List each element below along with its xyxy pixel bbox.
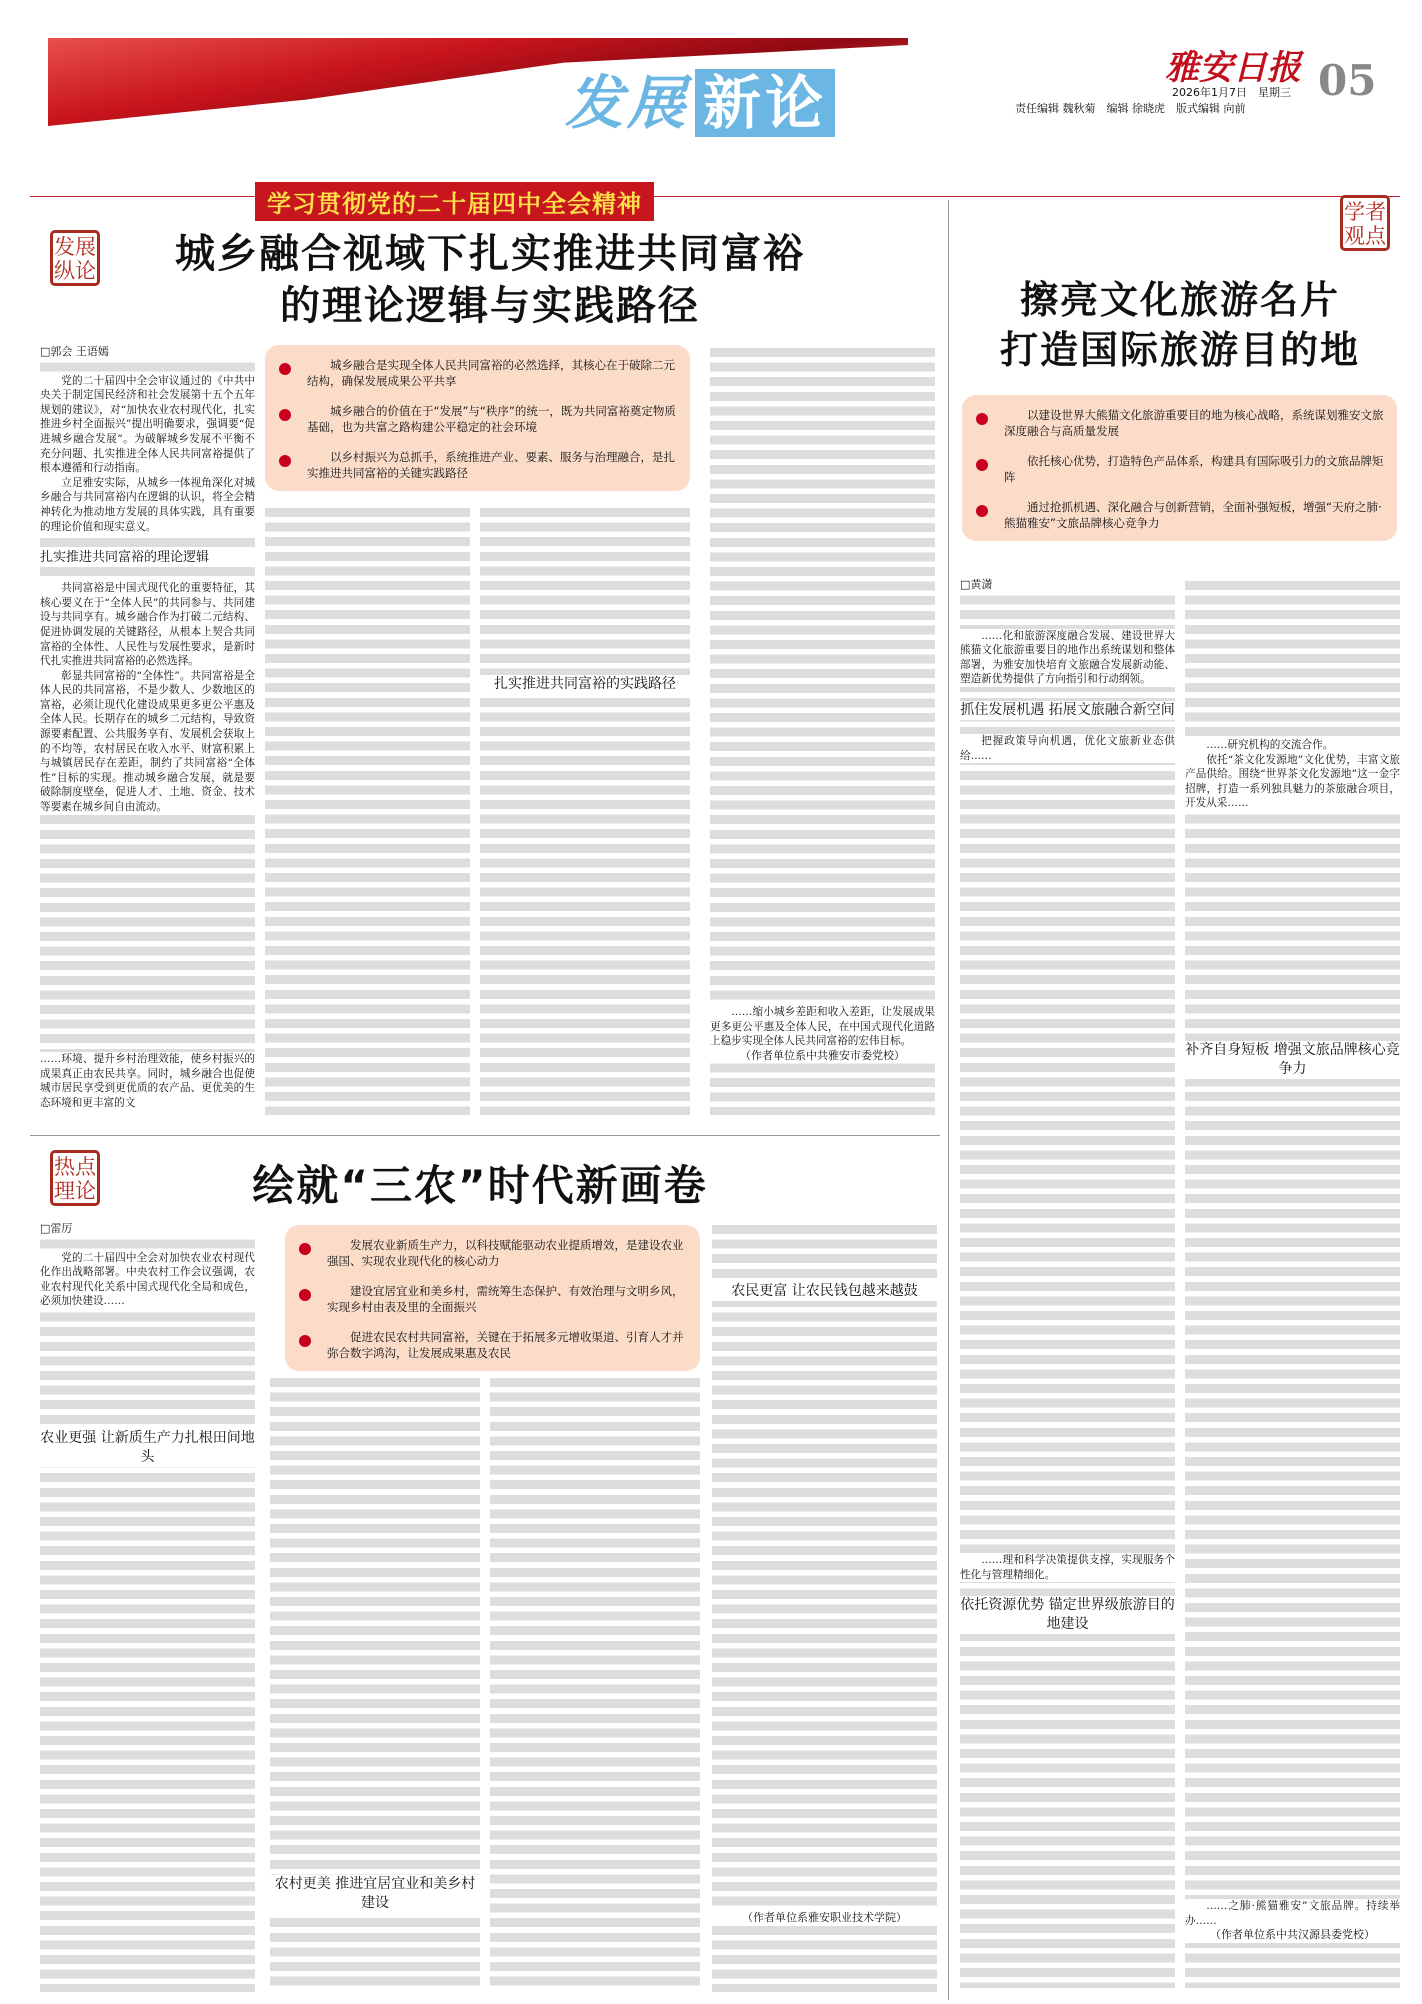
- article2-col2: ……研究机构的交流合作。 依托“茶文化发源地”文化优势，丰富文旅产品供给。围绕“世界茶文化发源地”这一金字招牌，打造一系列独具魅力的茶旅融合项目，开发从采…… 补齐自身短板 增强文旅品牌核心竞争力 ……之肺·熊猫雅安”文旅品牌。持续举办…… （作者单位系中共汉源县委党校）: [1185, 578, 1400, 1988]
- dateline: 2026年1月7日 星期三: [1172, 86, 1291, 99]
- editors: 责任编辑 魏秋菊 编辑 徐晓虎 版式编辑 向前: [1015, 102, 1246, 115]
- bullet-icon: [299, 1289, 311, 1301]
- bullet-icon: [976, 413, 988, 425]
- article3-col4: [712, 1222, 937, 1992]
- byline: □郭会 王语嫣: [40, 345, 255, 360]
- subheading: 扎实推进共同富裕的理论逻辑: [40, 548, 255, 567]
- newspaper-logo: 雅安日报: [1165, 48, 1301, 88]
- subheading: 农业更强 让新质生产力扎根田间地头: [40, 1429, 255, 1465]
- page-number: 05: [1318, 56, 1377, 105]
- subheading: 扎实推进共同富裕的实践路径: [480, 675, 690, 694]
- article3-col3: [490, 1375, 700, 1990]
- kicker: 学习贯彻党的二十届四中全会精神: [255, 182, 654, 221]
- article1-col3: [480, 505, 690, 1115]
- subheading: 农村更美 推进宜居宜业和美乡村建设: [270, 1875, 480, 1913]
- subheading: 农民更富 让农民钱包越来越鼓: [712, 1282, 937, 1301]
- byline: □雷厉: [40, 1222, 255, 1237]
- bullet-icon: [976, 505, 988, 517]
- article3-callout: 发展农业新质生产力，以科技赋能驱动农业提质增效，是建设农业强国、实现农业现代化的核心动力 建设宜居宜业和美乡村，需统筹生态保护、有效治理与文明乡风，实现乡村由表及里的全面振兴 促进农民农村共同富裕，关键在于拓展多元增收渠道、引育人才并弥合数字鸿沟，让发展成果惠及农民: [285, 1225, 700, 1371]
- divider: [30, 1135, 940, 1136]
- subheading: 依托资源优势 锚定世界级旅游目的地建设: [960, 1597, 1175, 1633]
- byline: □黄潇: [960, 578, 1175, 593]
- divider: [30, 196, 1400, 197]
- author-note: （作者单位系中共雅安市委党校）: [710, 1049, 935, 1064]
- article1-title: 城乡融合视域下扎实推进共同富裕 的理论逻辑与实践路径: [175, 231, 805, 329]
- divider: [948, 200, 949, 2000]
- bullet-icon: [976, 459, 988, 471]
- article1-col4: ……缩小城乡差距和收入差距，让发展成果更多更公平惠及全体人民，在中国式现代化道路上稳步实现全体人民共同富裕的宏伟目标。 （作者单位系中共雅安市委党校）: [710, 345, 935, 1115]
- article1-col2: [265, 505, 470, 1115]
- column-tag: 热点理论: [50, 1150, 100, 1206]
- subheading: 补齐自身短板 增强文旅品牌核心竞争力: [1185, 1041, 1400, 1077]
- bullet-icon: [279, 455, 291, 467]
- article3-col2: [270, 1375, 480, 1990]
- article3-col1: □雷厉 党的二十届四中全会对加快农业农村现代化作出战略部署。中央农村工作会议强调，农业农村现代化关系中国式现代化全局和成色，必须加快建设…… 农业更强 让新质生产力扎根田间地头: [40, 1222, 255, 1992]
- subheading: 抓住发展机遇 拓展文旅融合新空间: [960, 701, 1175, 718]
- bullet-icon: [279, 409, 291, 421]
- column-tag: 发展纵论: [50, 230, 100, 286]
- article2-title: 擦亮文化旅游名片 打造国际旅游目的地: [999, 278, 1360, 372]
- author-note: （作者单位系中共汉源县委党校）: [1185, 1928, 1400, 1943]
- author-note: （作者单位系雅安职业技术学院）: [712, 1911, 937, 1926]
- article3-title: 绘就“三农”时代新画卷: [252, 1161, 708, 1210]
- bullet-icon: [279, 363, 291, 375]
- article1-col1-tail: ……环境、提升乡村治理效能，使乡村振兴的成果真正由农民共享。同时，城乡融合也促使城市居民享受到更优质的农产品、更优美的生态环境和更丰富的文: [40, 1052, 255, 1115]
- bullet-icon: [299, 1335, 311, 1347]
- bullet-icon: [299, 1243, 311, 1255]
- article2-callout: 以建设世界大熊猫文化旅游重要目的地为核心战略，系统谋划雅安文旅深度融合与高质量发展 依托核心优势，打造特色产品体系，构建具有国际吸引力的文旅品牌矩阵 通过抢抓机遇、深化融合与创新营销，全面补强短板，增强“天府之肺·熊猫雅安”文旅品牌核心竞争力: [962, 395, 1397, 541]
- article1-callout: 城乡融合是实现全体人民共同富裕的必然选择，其核心在于破除二元结构，确保发展成果公平共享 城乡融合的价值在于“发展”与“秩序”的统一，既为共同富裕奠定物质基础，也为共富之路构建公平稳定的社会环境 以乡村振兴为总抓手，系统推进产业、要素、服务与治理融合，是扎实推进共同富裕的关键实践路径: [265, 345, 690, 491]
- column-tag: 学者观点: [1340, 195, 1390, 251]
- article1-col1: □郭会 王语嫣 党的二十届四中全会审议通过的《中共中央关于制定国民经济和社会发展第十五个五年规划的建议》，对“加快农业农村现代化，扎实推进乡村全面振兴”提出明确要求，强调要“促进城乡融合发展”。为破解城乡发展不平衡不充分问题、扎实推进全体人民共同富裕提供了根本遵循和行动指南。 立足雅安实际，从城乡一体视角深化对城乡融合与共同富裕内在逻辑的认识，将全会精神转化为推动地方发展的具体实践，具有重要的理论价值和现实意义。 扎实推进共同富裕的理论逻辑 共同富裕是中国式现代化的重要特征，其核心要义在于“全体人民”的共同参与、共同建设与共同享有。城乡融合作为打破二元结构、促进协调发展的关键路径，从根本上契合共同富裕的全体性、人民性与发展性要求，是新时代扎实推进共同富裕的必然选择。 彰显共同富裕的“全体性”。共同富裕是全体人民的共同富裕，不是少数人、少数地区的富裕，必须让现代化建设成果更多更公平惠及全体人民。长期存在的城乡二元结构，导致资源要素配置、公共服务享有、发展机会获取上的不均等，农村居民在收入水平、财富积累上与城镇居民存在差距，制约了共同富裕“全体性”目标的实现。推动城乡融合发展，就是要破除制度壁垒，促进人才、土地、资金、技术等要素在城乡间自由流动。: [40, 345, 255, 1115]
- article2-col1: □黄潇 ……化和旅游深度融合发展、建设世界大熊猫文化旅游重要目的地作出系统谋划和整体部署，为雅安加快培育文旅融合发展新动能、塑造新优势提供了方向指引和行动纲领。 抓住发展机遇 拓展文旅融合新空间 把握政策导向机遇，优化文旅新业态供给…… ……理和科学决策提供支撑，实现服务个性化与管理精细化。 依托资源优势 锚定世界级旅游目的地建设: [960, 578, 1175, 1988]
- section-title: 发展 新论: [565, 56, 835, 140]
